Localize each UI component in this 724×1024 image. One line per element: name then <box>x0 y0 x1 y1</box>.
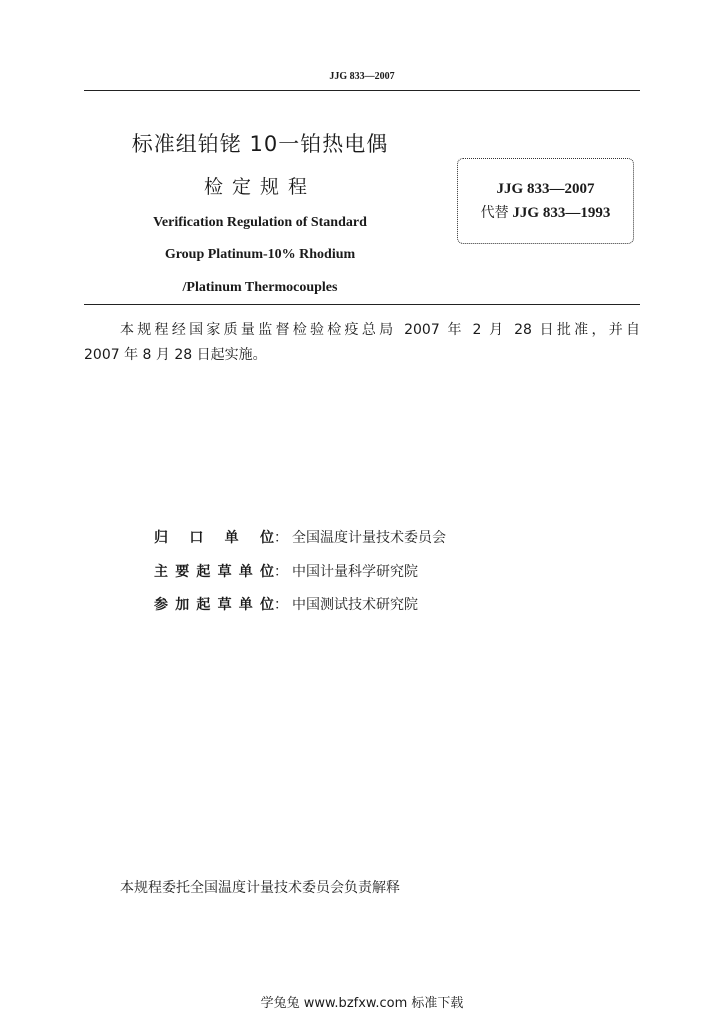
replaces-code: JJG 833—1993 <box>512 205 611 221</box>
header-standard-code: JJG 833—2007 <box>329 71 395 82</box>
document-title-en-line2: Group Platinum-10% Rhodium <box>164 247 356 262</box>
standard-code: JJG 833—2007 <box>496 181 595 197</box>
info-row-participating-drafter: 参加起草单位： 中国测试技术研究院 <box>154 594 418 614</box>
info-value: 中国计量科学研究院 <box>292 564 418 580</box>
document-title-cn: 标准组铂铑 10一铂热电偶 <box>131 132 389 156</box>
approval-line-2: 2007 年 8 月 28 日起实施。 <box>84 347 267 363</box>
title-rule <box>84 304 640 305</box>
info-label: 主要起草单位 <box>154 564 274 580</box>
info-row-responsible-unit: 归 口 单 位： 全国温度计量技术委员会 <box>154 527 446 547</box>
download-banner[interactable]: 学兔兔 www.bzfxw.com 标准下载 <box>260 996 464 1011</box>
approval-paragraph <box>84 318 640 368</box>
document-subtitle-cn: 检定规程 <box>203 176 316 198</box>
interpretation-note: 本规程委托全国温度计量技术委员会负责解释 <box>120 880 400 896</box>
replaces-prefix: 代替 <box>480 205 509 221</box>
info-value: 全国温度计量技术委员会 <box>292 530 446 546</box>
info-value: 中国测试技术研究院 <box>292 597 418 613</box>
document-title-en-line3: /Platinum Thermocouples <box>182 280 338 295</box>
info-label: 归 口 单 位 <box>154 530 274 546</box>
standard-code-box <box>457 158 634 244</box>
info-row-main-drafter: 主要起草单位： 中国计量科学研究院 <box>154 561 418 581</box>
document-title-en-line1: Verification Regulation of Standard <box>153 215 367 230</box>
replaces-line <box>458 202 633 222</box>
info-label: 参加起草单位 <box>154 597 274 613</box>
approval-line-1: 本规程经国家质量监督检验检疫总局 2007 年 2 月 28 日批准，并自 <box>120 322 640 338</box>
header-rule <box>84 90 640 91</box>
